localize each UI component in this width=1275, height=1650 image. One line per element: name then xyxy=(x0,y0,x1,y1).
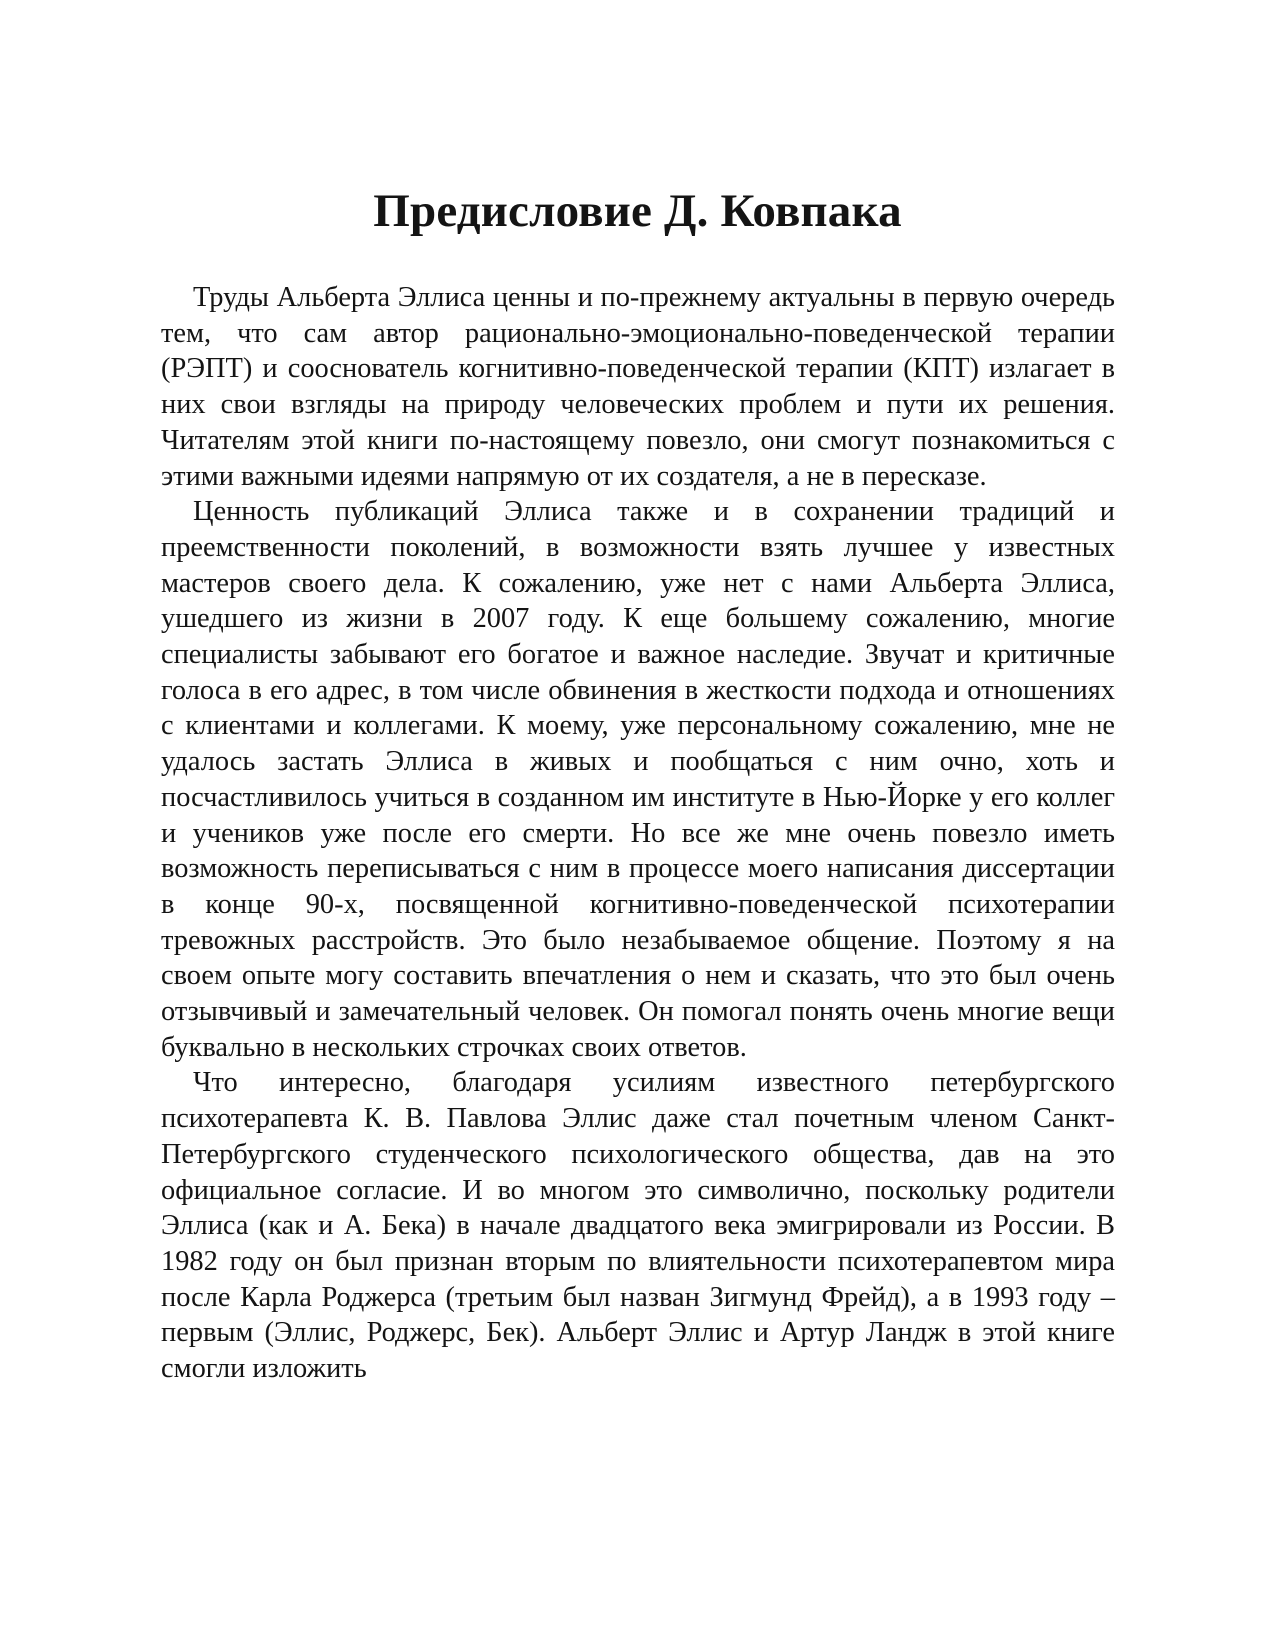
page-title: Предисловие Д. Ковпака xyxy=(373,185,902,237)
paragraph-1: Труды Альберта Эллиса ценны и по-прежнему актуальны в первую очередь тем, что сам автор рационально-эмоционально-поведенческой терапии (РЭПТ) и сооснователь когнитивно-поведенческой терапии (КПТ) излагает в них свои взгляды на природу человеческих проблем и пути их решения. Читателям этой книги по-настоящему повезло, они смогут познакомиться с этими важными идеями напрямую от их создателя, а не в пересказе. xyxy=(161,282,1115,492)
paragraph-3: Что интересно, благодаря усилиям известного петербургского психотерапевта К. В. Павлова Эллис даже стал почетным членом Санкт-Петербургского студенческого психологического общества, дав на это официальное согласие. И во многом это символично, поскольку родители Эллиса (как и А. Бека) в начале двадцатого века эмигрировали из России. В 1982 году он был признан вторым по влиятельности психотерапевтом мира после Карла Роджерса (третьим был назван Зигмунд Фрейд), а в 1993 году – первым (Эллис, Роджерс, Бек). Альберт Эллис и Артур Ландж в этой книге смогли изложить xyxy=(161,1067,1115,1385)
paragraph-2: Ценность публикаций Эллиса также и в сохранении традиций и преемственности поколений, в возможности взять лучшее у известных мастеров своего дела. К сожалению, уже нет с нами Альберта Эллиса, ушедшего из жизни в 2007 году. К еще большему сожалению, многие специалисты забывают его богатое и важное наследие. Звучат и критичные голоса в его адрес, в том числе обвинения в жесткости подхода и отношениях с клиентами и коллегами. К моему, уже персональному сожалению, мне не удалось застать Эллиса в живых и пообщаться с ним очно, хоть и посчастливилось учиться в созданном им институте в Нью-Йорке у его коллег и учеников уже после его смерти. Но все же мне очень повезло иметь возможность переписываться с ним в процессе моего написания диссертации в конце 90-х, посвященной когнитивно-поведенческой психотерапии тревожных расстройств. Это было незабываемое общение. Поэтому я на своем опыте могу составить впечатления о нем и сказать, что это был очень отзывчивый и замечательный человек. Он помогал понять очень многие вещи буквально в нескольких строчках своих ответов. xyxy=(161,496,1115,1063)
body-text xyxy=(161,280,1115,1387)
